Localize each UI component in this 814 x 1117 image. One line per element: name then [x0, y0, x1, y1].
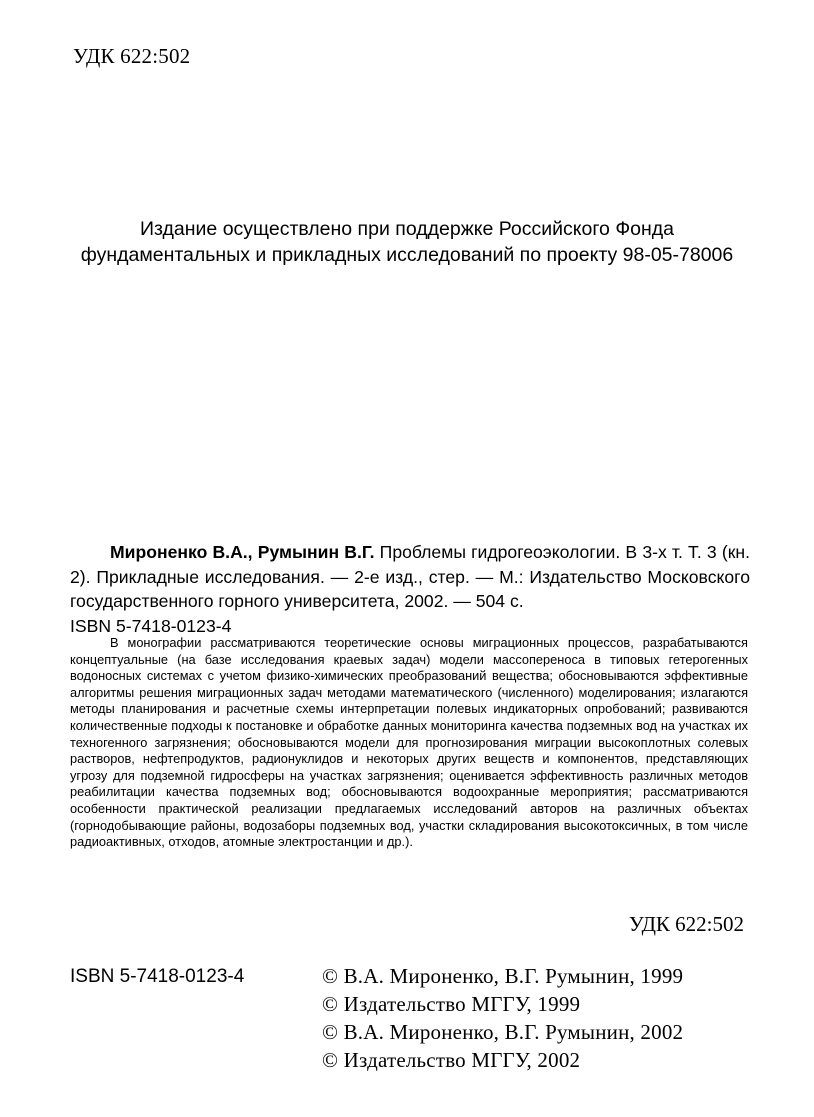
citation-authors: Мироненко В.А., Румынин В.Г. — [110, 542, 375, 562]
citation-isbn: ISBN 5-7418-0123-4 — [70, 615, 232, 636]
bibliographic-citation — [70, 540, 750, 638]
copyright-line: © В.А. Мироненко, В.Г. Румынин, 1999 — [322, 964, 684, 988]
funding-note — [60, 216, 754, 268]
copyright-line: © В.А. Мироненко, В.Г. Румынин, 2002 — [322, 1020, 684, 1044]
udk-footer: УДК 622:502 — [628, 912, 744, 936]
isbn-footer: ISBN 5-7418-0123-4 — [70, 966, 245, 987]
funding-note-line: фундаментальных и прикладных исследований по проекту 98-05-78006 — [80, 244, 734, 266]
copyright-line: © Издательство МГГУ, 2002 — [322, 1048, 581, 1072]
copyright-block — [322, 962, 683, 1074]
citation-body: Проблемы гидрогеоэкологии. В 3-х т. Т. 3 (кн. 2). Прикладные исследования. — 2-е изд., стер. — М.: Издательство Московского государственного горного университета, 2002. — 504 с. — [70, 542, 750, 611]
annotation-paragraph: В монографии рассматриваются теоретические основы миграционных процессов, разрабатываются концептуальные (на базе исследования краевых задач) модели массопереноса в типовых гетерогенных водоносных системах с учетом физико-химических преобразований вещества; обосновываются эффективные алгоритмы решения миграционных задач методами математического (численного) моделирования; излагаются методы планирования и расчетные схемы интерпретации полевых индикаторных опробований; развиваются количественные подходы к постановке и обработке данных мониторинга качества подземных вод на участках их техногенного загрязнения; обосновываются модели для прогнозирования миграции высокоплотных солевых растворов, нефтепродуктов, радионуклидов и некоторых других веществ и компонентов, представляющих угрозу для подземной гидросферы на участках загрязнения; оценивается эффективность различных методов реабилитации качества подземных вод; обосновываются водоохранные мероприятия; рассматриваются особенности практической реализации предлагаемых исследований авторов на различных объектах (горнодобывающие районы, водозаборы подземных вод, участки складирования высокотоксичных, в том числе радиоактивных, отходов, атомные электростанции и др.). — [70, 635, 748, 850]
copyright-line: © Издательство МГГУ, 1999 — [322, 992, 581, 1016]
udk-header: УДК 622:502 — [73, 44, 191, 68]
funding-note-line: Издание осуществлено при поддержке Российского Фонда — [140, 218, 674, 240]
